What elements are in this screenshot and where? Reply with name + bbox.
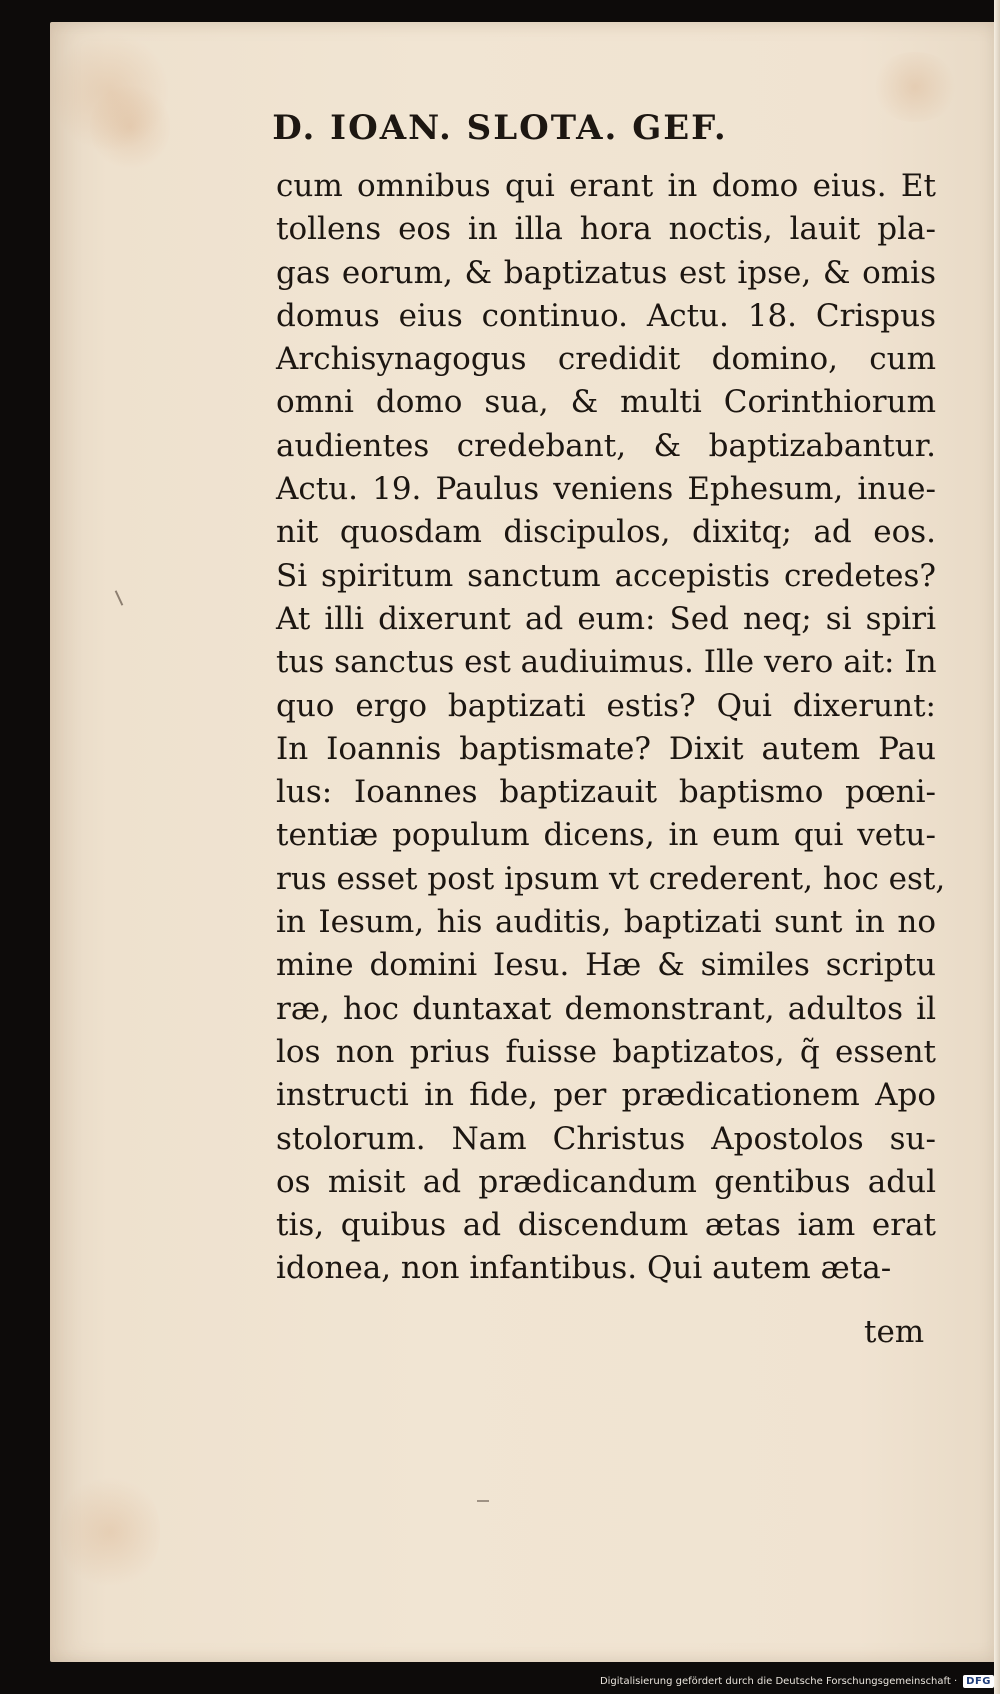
page-edge: [994, 0, 1000, 1694]
text-line: tollens eos in illa hora noctis, lauit pla-: [276, 211, 936, 248]
text-line: Archisynagogus credidit domino, cum: [276, 341, 936, 378]
text-line: tus sanctus est audiuimus. Ille vero ait: In: [276, 644, 937, 681]
text-line: tis, quibus ad discendum ætas iam erat: [276, 1207, 936, 1244]
text-line: tentiæ populum dicens, in eum qui vetu-: [276, 817, 936, 854]
text-line: lus: Ioannes baptizauit baptismo pœni-: [276, 774, 936, 811]
funding-credit: Digitalisierung gefördert durch die Deutsche Forschungsgemeinschaft ·: [599, 1676, 958, 1687]
running-head: D. IOAN. SLOTA. GEF.: [272, 108, 728, 148]
text-line: rus esset post ipsum vt crederent, hoc est,: [276, 860, 946, 897]
text-line: ræ, hoc duntaxat demonstrant, adultos il: [276, 990, 936, 1027]
catchword: tem: [864, 1314, 925, 1350]
text-line: in Iesum, his auditis, baptizati sunt in no: [276, 904, 936, 941]
text-line: idonea, non infantibus. Qui autem æta-: [276, 1250, 892, 1287]
text-line: gas eorum, & baptizatus est ipse, & omis: [276, 254, 936, 291]
text-line: cum omnibus qui erant in domo eius. Et: [276, 168, 936, 204]
text-line: Si spiritum sanctum accepistis credetes?: [276, 557, 936, 594]
ink-mark: [477, 1500, 489, 1502]
text-line: omni domo sua, & multi Corinthiorum: [276, 384, 936, 421]
dfg-logo-icon: DFG: [963, 1675, 994, 1688]
text-line: stolorum. Nam Christus Apostolos su-: [276, 1120, 936, 1157]
text-line: mine domini Iesu. Hæ & similes scriptu: [276, 947, 936, 984]
text-line: quo ergo baptizati estis? Qui dixerunt:: [276, 687, 936, 724]
text-line: Actu. 19. Paulus veniens Ephesum, inue-: [276, 471, 936, 508]
paper-stain: [60, 1472, 160, 1592]
text-line: nit quosdam discipulos, dixitq; ad eos.: [276, 514, 936, 551]
text-line: At illi dixerunt ad eum: Sed neq; si spiri: [276, 600, 936, 637]
text-line: audientes credebant, & baptizabantur.: [276, 427, 936, 464]
digitization-footer: [600, 1675, 994, 1688]
text-line: instructi in fide, per prædicationem Apo: [276, 1077, 936, 1114]
text-line: los non prius fuisse baptizatos, q̃ essent: [276, 1033, 936, 1070]
text-line: domus eius continuo. Actu. 18. Crispus: [276, 297, 936, 334]
text-line: In Ioannis baptismate? Dixit autem Pau: [276, 730, 936, 767]
text-line: os misit ad prædicandum gentibus adul: [276, 1163, 936, 1200]
body-text: [276, 165, 946, 1291]
